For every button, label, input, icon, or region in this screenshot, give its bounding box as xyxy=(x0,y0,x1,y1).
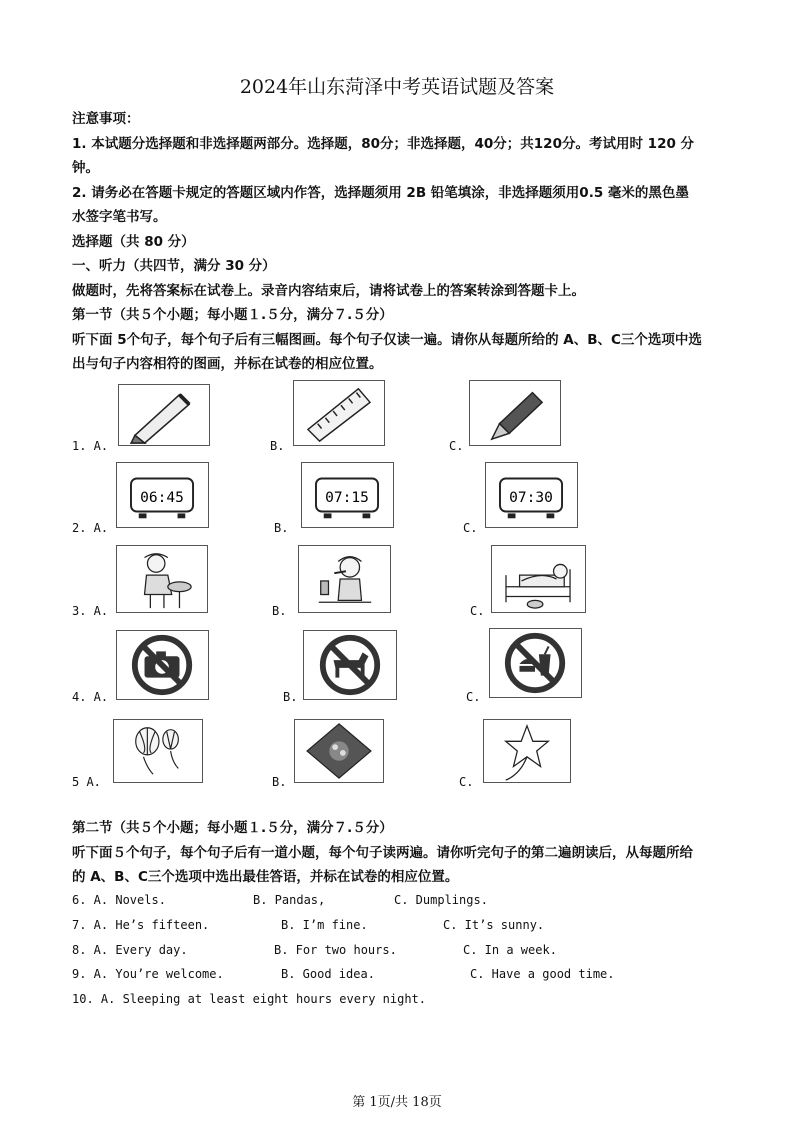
notes-item-2-cont: 水签字笔书写。 xyxy=(72,209,167,225)
listening-heading: 一、听力（共四节，满分 30 分） xyxy=(72,258,276,274)
notes-heading: 注意事项： xyxy=(72,111,140,127)
section1-heading: 第一节（共５个小题；每小题１.５分，满分７.５分） xyxy=(72,307,393,323)
ruler-icon[interactable] xyxy=(293,380,385,446)
question-3-a-label: 3. A. xyxy=(72,604,109,618)
question-9-option-a[interactable]: 9. A. You’re welcome. xyxy=(72,967,224,981)
question-1-b-label: B. xyxy=(270,439,285,453)
clock-icon[interactable] xyxy=(485,462,578,528)
question-8-option-a[interactable]: 8. A. Every day. xyxy=(72,943,188,957)
diamond-kite-icon[interactable] xyxy=(294,719,384,783)
notes-item-1: 1. 本试题分选择题和非选择题两部分。选择题，80分；非选择题，40分；共120分。考试用时 120 分 xyxy=(72,136,695,152)
listening-instruction: 做题时，先将答案标在试卷上。录音内容结束后，请将试卷上的答案转涂到答题卡上。 xyxy=(72,283,585,299)
fountain-pen-icon[interactable] xyxy=(469,380,561,446)
page-title: 2024年山东菏泽中考英语试题及答案 xyxy=(239,76,555,98)
question-5-b-label: B. xyxy=(272,775,287,789)
boy-sleeping-icon[interactable] xyxy=(491,545,586,613)
section2-instruction-cont: 的 A、B、C三个选项中选出最佳答语，并标在试卷的相应位置。 xyxy=(72,869,459,885)
question-4-b-label: B. xyxy=(283,690,298,704)
question-3-c-label: C. xyxy=(470,604,485,618)
no-camera-icon[interactable] xyxy=(116,630,209,700)
question-2-b-label: B. xyxy=(274,521,289,535)
question-7-option-b[interactable]: B. I’m fine. xyxy=(281,918,368,932)
question-2-c-label: C. xyxy=(463,521,478,535)
choice-heading: 选择题（共 80 分） xyxy=(72,234,195,250)
question-8-option-c[interactable]: C. In a week. xyxy=(463,943,557,957)
section2-heading: 第二节（共５个小题；每小题１.５分，满分７.５分） xyxy=(72,820,393,836)
boy-washing-icon[interactable] xyxy=(116,545,208,613)
clock-time-b: 07:15 xyxy=(325,489,369,506)
no-dogs-icon[interactable] xyxy=(303,630,397,700)
clock-time-c: 07:30 xyxy=(509,489,553,506)
question-7-option-c[interactable]: C. It’s sunny. xyxy=(443,918,545,932)
section1-instruction-cont: 出与句子内容相符的图画，并标在试卷的相应位置。 xyxy=(72,356,383,372)
lanterns-icon[interactable] xyxy=(113,719,203,783)
section2-instruction: 听下面５个句子，每个句子后有一道小题，每个句子读两遍。请你听完句子的第二遍朗读后，从每题所给 xyxy=(72,845,693,861)
question-4-a-label: 4. A. xyxy=(72,690,109,704)
question-6-option-b[interactable]: B. Pandas, xyxy=(253,893,326,907)
question-5-a-label: 5 A. xyxy=(72,775,101,789)
question-4-c-label: C. xyxy=(466,690,481,704)
section1-instruction: 听下面 5个句子，每个句子后有三幅图画。每个句子仅读一遍。请你从每题所给的 A、B、C三个选项中选 xyxy=(72,332,702,348)
notes-item-2: 2. 请务必在答题卡规定的答题区域内作答，选择题须用 2B 铅笔填涂，非选择题须用0.5 毫米的黑色墨 xyxy=(72,185,689,201)
question-8-option-b[interactable]: B. For two hours. xyxy=(274,943,397,957)
question-6-option-a[interactable]: 6. A. Novels. xyxy=(72,893,166,907)
no-food-icon[interactable] xyxy=(489,628,582,698)
pencil-icon[interactable] xyxy=(118,384,210,446)
question-7-option-a[interactable]: 7. A. He’s fifteen. xyxy=(72,918,210,932)
clock-icon[interactable] xyxy=(301,462,394,528)
question-5-c-label: C. xyxy=(459,775,474,789)
question-9-option-b[interactable]: B. Good idea. xyxy=(281,967,375,981)
notes-item-1-cont: 钟。 xyxy=(72,160,99,176)
question-9-option-c[interactable]: C. Have a good time. xyxy=(470,967,615,981)
page-number: 第 1页/共 18页 xyxy=(352,1095,442,1110)
question-1-c-label: C. xyxy=(449,439,464,453)
question-1-a-label: 1. A. xyxy=(72,439,109,453)
question-3-b-label: B. xyxy=(272,604,287,618)
question-10-option-a[interactable]: 10. A. Sleeping at least eight hours every night. xyxy=(72,992,427,1006)
clock-time-a: 06:45 xyxy=(140,489,184,506)
question-6-option-c[interactable]: C. Dumplings. xyxy=(394,893,488,907)
question-2-a-label: 2. A. xyxy=(72,521,109,535)
boy-brushing-teeth-icon[interactable] xyxy=(298,545,391,613)
clock-icon[interactable] xyxy=(116,462,209,528)
star-kite-icon[interactable] xyxy=(483,719,571,783)
